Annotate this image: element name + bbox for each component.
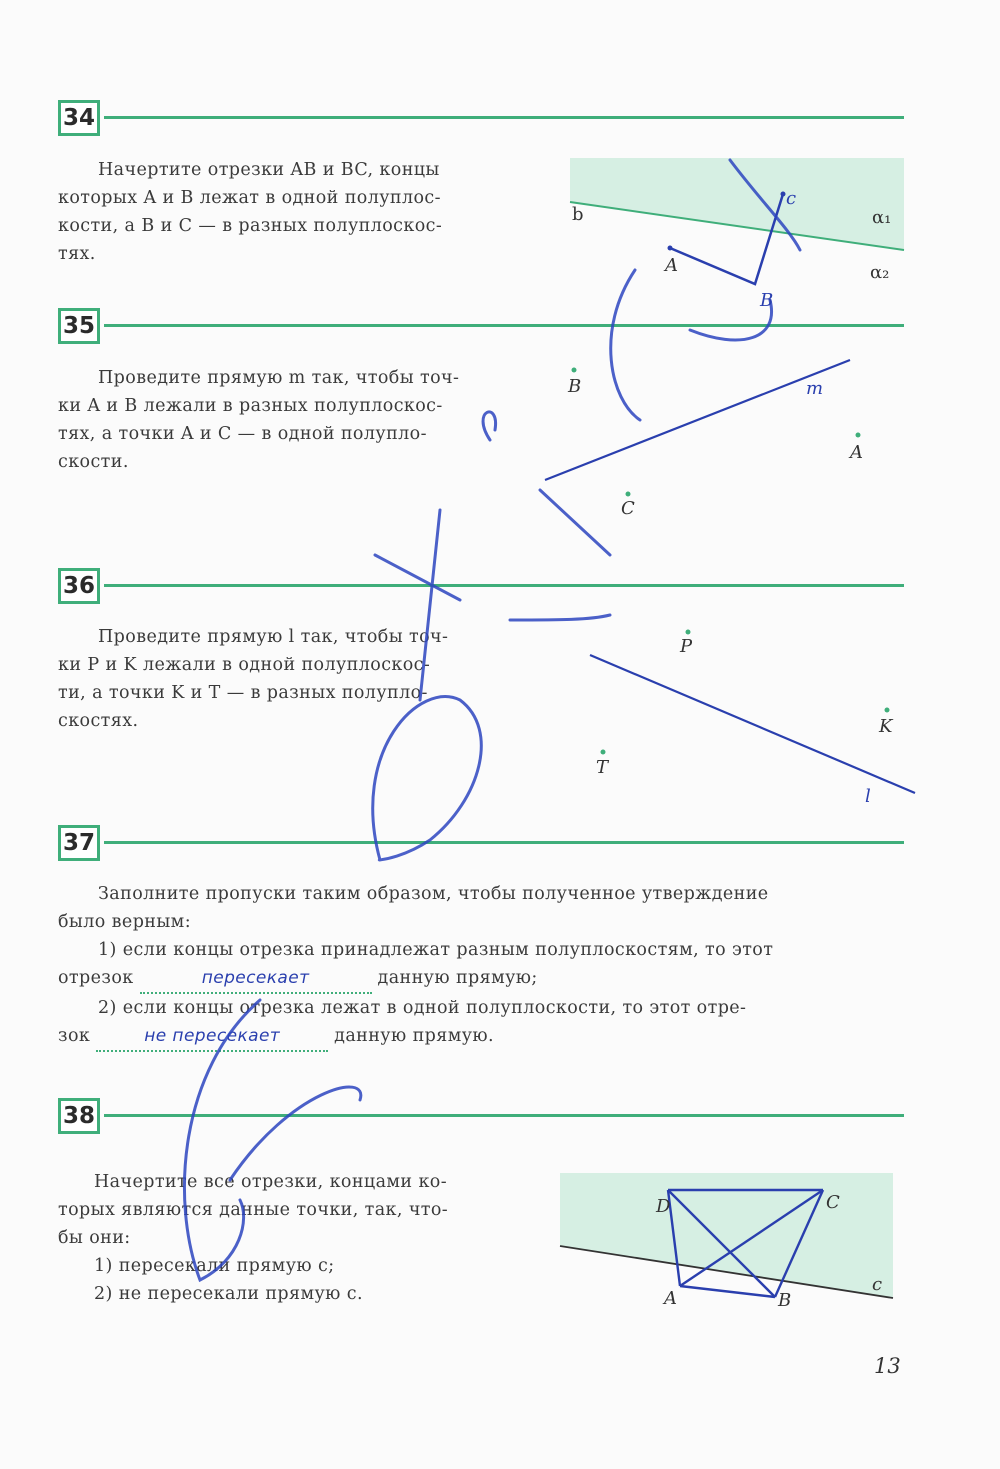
label-alpha2: α₂ (870, 262, 890, 283)
task-number: 37 (58, 825, 100, 861)
label-a: A (664, 1288, 677, 1309)
label-alpha1: α₁ (872, 207, 892, 228)
label-c-handwritten: c (786, 188, 797, 209)
task-number: 36 (58, 568, 100, 604)
label-d: D (656, 1196, 671, 1217)
figure-34 (570, 158, 904, 284)
label-b: B (568, 376, 582, 397)
label-a: A (665, 255, 678, 276)
half-plane-region (560, 1173, 893, 1298)
text-line: 2) не пересекали прямую c. (94, 1284, 363, 1304)
text-fragment: данную прямую; (377, 968, 538, 988)
point-a (856, 433, 861, 438)
text-line: тях. (58, 244, 96, 264)
label-b: b (572, 204, 584, 225)
text-line: 1) если концы отрезка принадлежат разным полуплоскостям, то этот (98, 940, 774, 960)
text-line: торых являются данные точки, так, что- (58, 1200, 449, 1220)
point-t (601, 750, 606, 755)
text-fragment: отрезок (58, 968, 134, 988)
label-m: m (806, 378, 824, 399)
figure-38 (560, 1173, 893, 1298)
text-line: кости, а B и C — в разных полуплоскос- (58, 216, 443, 236)
text-line: ки A и B лежали в разных полуплоскос- (58, 396, 443, 416)
task-number: 35 (58, 308, 100, 344)
text-line: ки P и K лежали в одной полуплоскос- (58, 655, 431, 675)
label-line-c: c (872, 1274, 883, 1295)
handwritten-watermark (184, 160, 800, 1280)
point-a (668, 246, 673, 251)
text-line: которых A и B лежат в одной полуплос- (58, 188, 441, 208)
label-t: T (596, 757, 609, 778)
task-number: 38 (58, 1098, 100, 1134)
point-k (885, 708, 890, 713)
text-line: ти, а точки K и T — в разных полупло- (58, 683, 428, 703)
text-line: бы они: (58, 1228, 131, 1248)
text-line: скостях. (58, 711, 139, 731)
half-plane-alpha1 (570, 158, 904, 250)
point-p (686, 630, 691, 635)
label-k: K (879, 716, 893, 737)
line-l (590, 655, 915, 793)
text-fragment: зок (58, 1026, 91, 1046)
text-line: Начертите отрезки AB и BC, концы (98, 160, 440, 180)
text-fragment: данную прямую. (334, 1026, 495, 1046)
text-line: 1) пересекали прямую c; (94, 1256, 335, 1276)
line-m (545, 360, 850, 480)
handwritten-answer: пересекает (201, 968, 310, 988)
text-line: 2) если концы отрезка лежат в одной полуплоскости, то этот отре- (98, 998, 747, 1018)
point-c (781, 192, 786, 197)
label-p: P (680, 636, 693, 657)
label-c: C (826, 1192, 840, 1213)
label-b: B (778, 1290, 792, 1311)
label-b-handwritten: B (760, 290, 774, 311)
label-a: A (850, 442, 863, 463)
label-l: l (865, 786, 871, 807)
task-number: 34 (58, 100, 100, 136)
handwritten-answer: не пересекает (144, 1026, 281, 1046)
text-line: Заполните пропуски таким образом, чтобы полученное утверждение (98, 884, 769, 904)
point-b (572, 368, 577, 373)
text-line: Проведите прямую m так, чтобы точ- (98, 368, 460, 388)
page-number: 13 (874, 1354, 901, 1378)
text-line: тях, а точки A и C — в одной полупло- (58, 424, 427, 444)
text-line: Начертите все отрезки, концами ко- (94, 1172, 448, 1192)
label-c: C (621, 498, 635, 519)
figure-36 (590, 630, 915, 794)
text-line: скости. (58, 452, 129, 472)
text-line: было верным: (58, 912, 191, 932)
point-c (626, 492, 631, 497)
text-line: Проведите прямую l так, чтобы точ- (98, 627, 449, 647)
